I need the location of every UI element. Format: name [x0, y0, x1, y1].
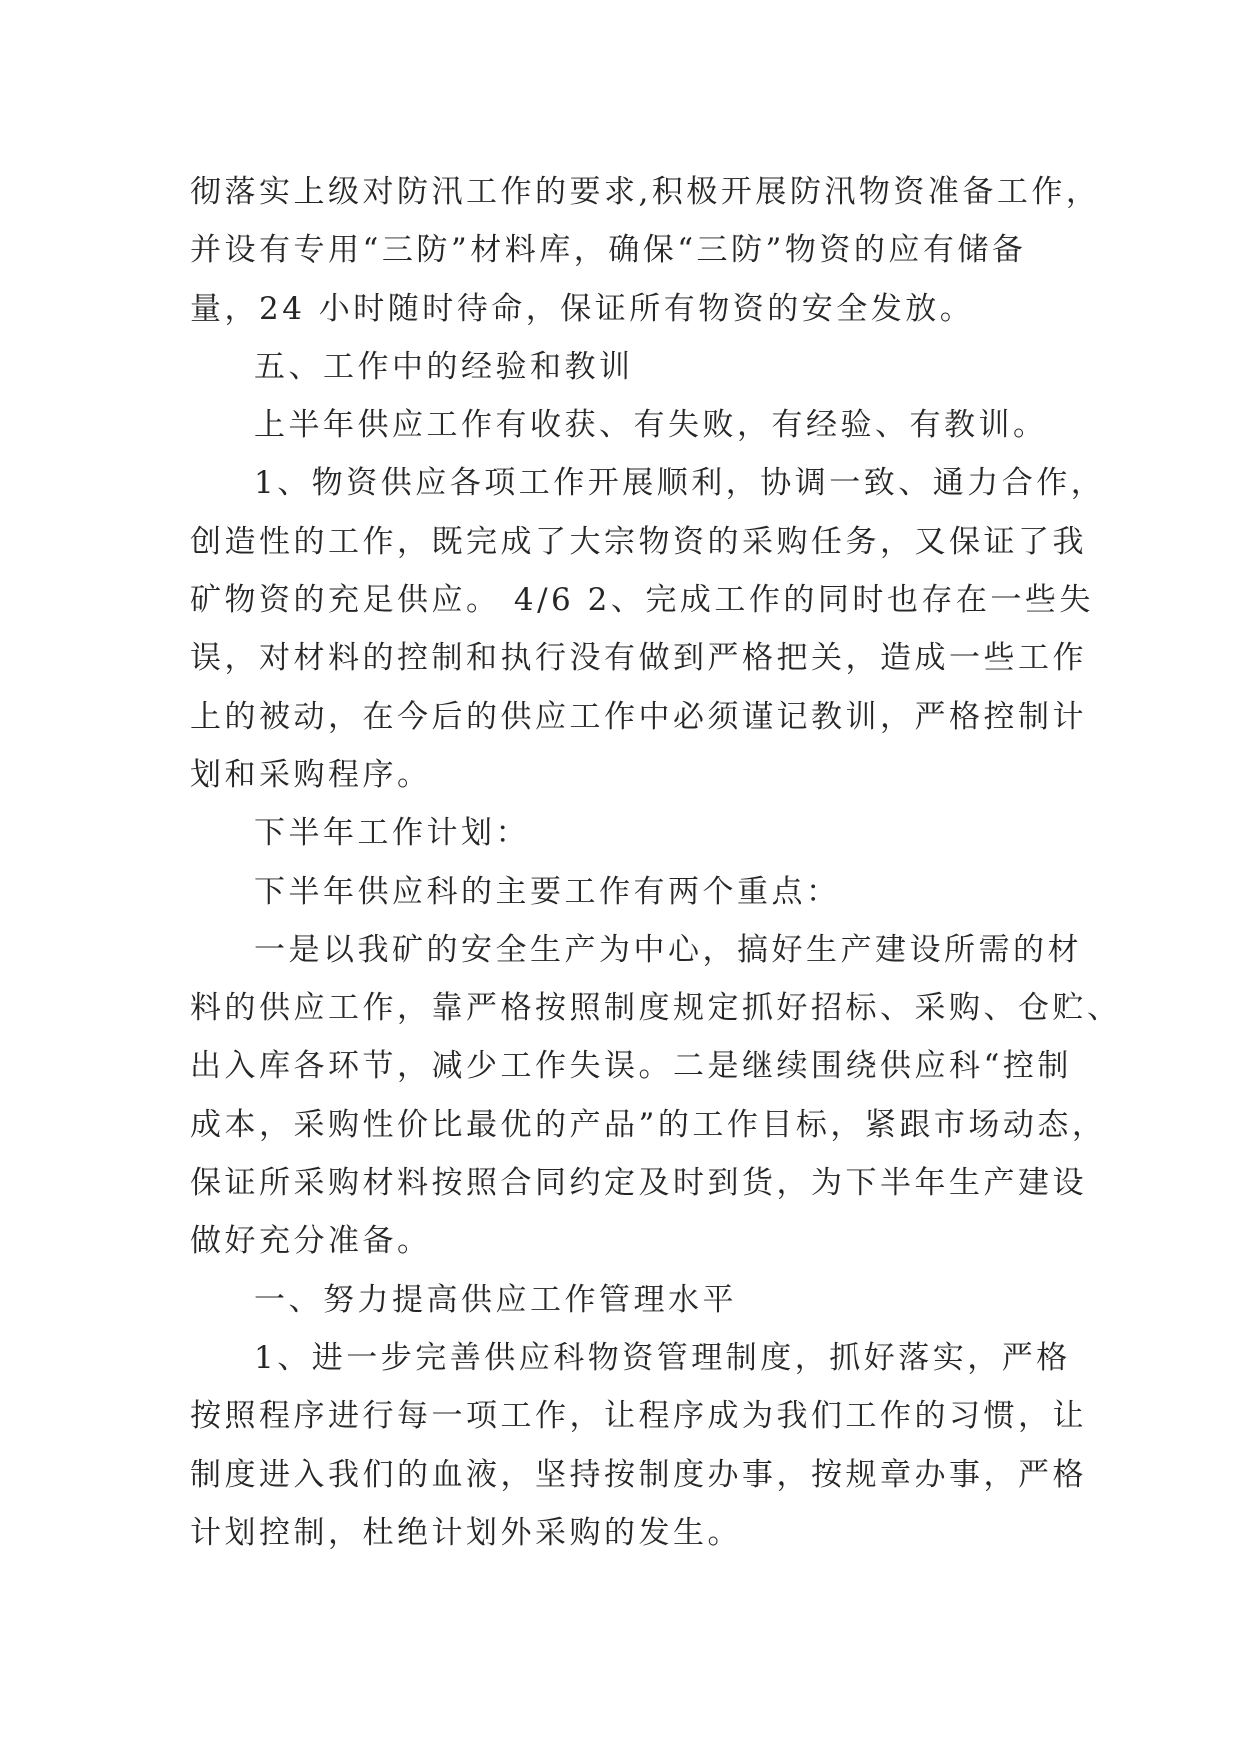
text-line: 量，24 小时随时待命，保证所有物资的安全发放。 — [190, 290, 975, 327]
text-line: 成本，采购性价比最优的产品”的工作目标，紧跟市场动态， — [190, 1106, 1107, 1143]
section-heading: 下半年工作计划： — [254, 815, 530, 852]
text-line: 1、物资供应各项工作开展顺利，协调一致、通力合作， — [254, 465, 1106, 502]
text-line: 做好充分准备。 — [190, 1223, 432, 1260]
text-line: 下半年供应科的主要工作有两个重点： — [254, 873, 841, 910]
text-line: 保证所采购材料按照合同约定及时到货，为下半年生产建设 — [190, 1165, 1087, 1202]
text-line: 上的被动，在今后的供应工作中必须谨记教训，严格控制计 — [190, 698, 1087, 735]
text-line: 并设有专用“三防”材料库，确保“三防”物资的应有储备 — [190, 232, 1027, 269]
text-line: 计划控制，杜绝计划外采购的发生。 — [190, 1514, 742, 1551]
text-line: 按照程序进行每一项工作，让程序成为我们工作的习惯，让 — [190, 1398, 1087, 1435]
text-line: 出入库各环节，减少工作失误。二是继续围绕供应科“控制 — [190, 1048, 1072, 1085]
text-line: 上半年供应工作有收获、有失败，有经验、有教训。 — [254, 407, 1048, 444]
section-heading: 一、努力提高供应工作管理水平 — [254, 1281, 737, 1318]
document-body — [190, 163, 1122, 1562]
text-line: 划和采购程序。 — [190, 756, 432, 793]
text-line: 误，对材料的控制和执行没有做到严格把关，造成一些工作 — [190, 640, 1087, 677]
text-line: 制度进入我们的血液，坚持按制度办事，按规章办事，严格 — [190, 1456, 1087, 1493]
text-line: 1、进一步完善供应科物资管理制度，抓好落实，严格 — [254, 1339, 1071, 1376]
text-line: 矿物资的充足供应。 4/6 2、完成工作的同时也存在一些失 — [190, 582, 1094, 619]
text-line: 料的供应工作，靠严格按照制度规定抓好招标、采购、仓贮、 — [190, 990, 1122, 1027]
text-line: 创造性的工作，既完成了大宗物资的采购任务，又保证了我 — [190, 523, 1087, 560]
text-line: 一是以我矿的安全生产为中心，搞好生产建设所需的材 — [254, 931, 1082, 968]
text-line: 彻落实上级对防汛工作的要求,积极开展防汛物资准备工作， — [190, 174, 1101, 210]
section-heading: 五、工作中的经验和教训 — [254, 348, 634, 385]
